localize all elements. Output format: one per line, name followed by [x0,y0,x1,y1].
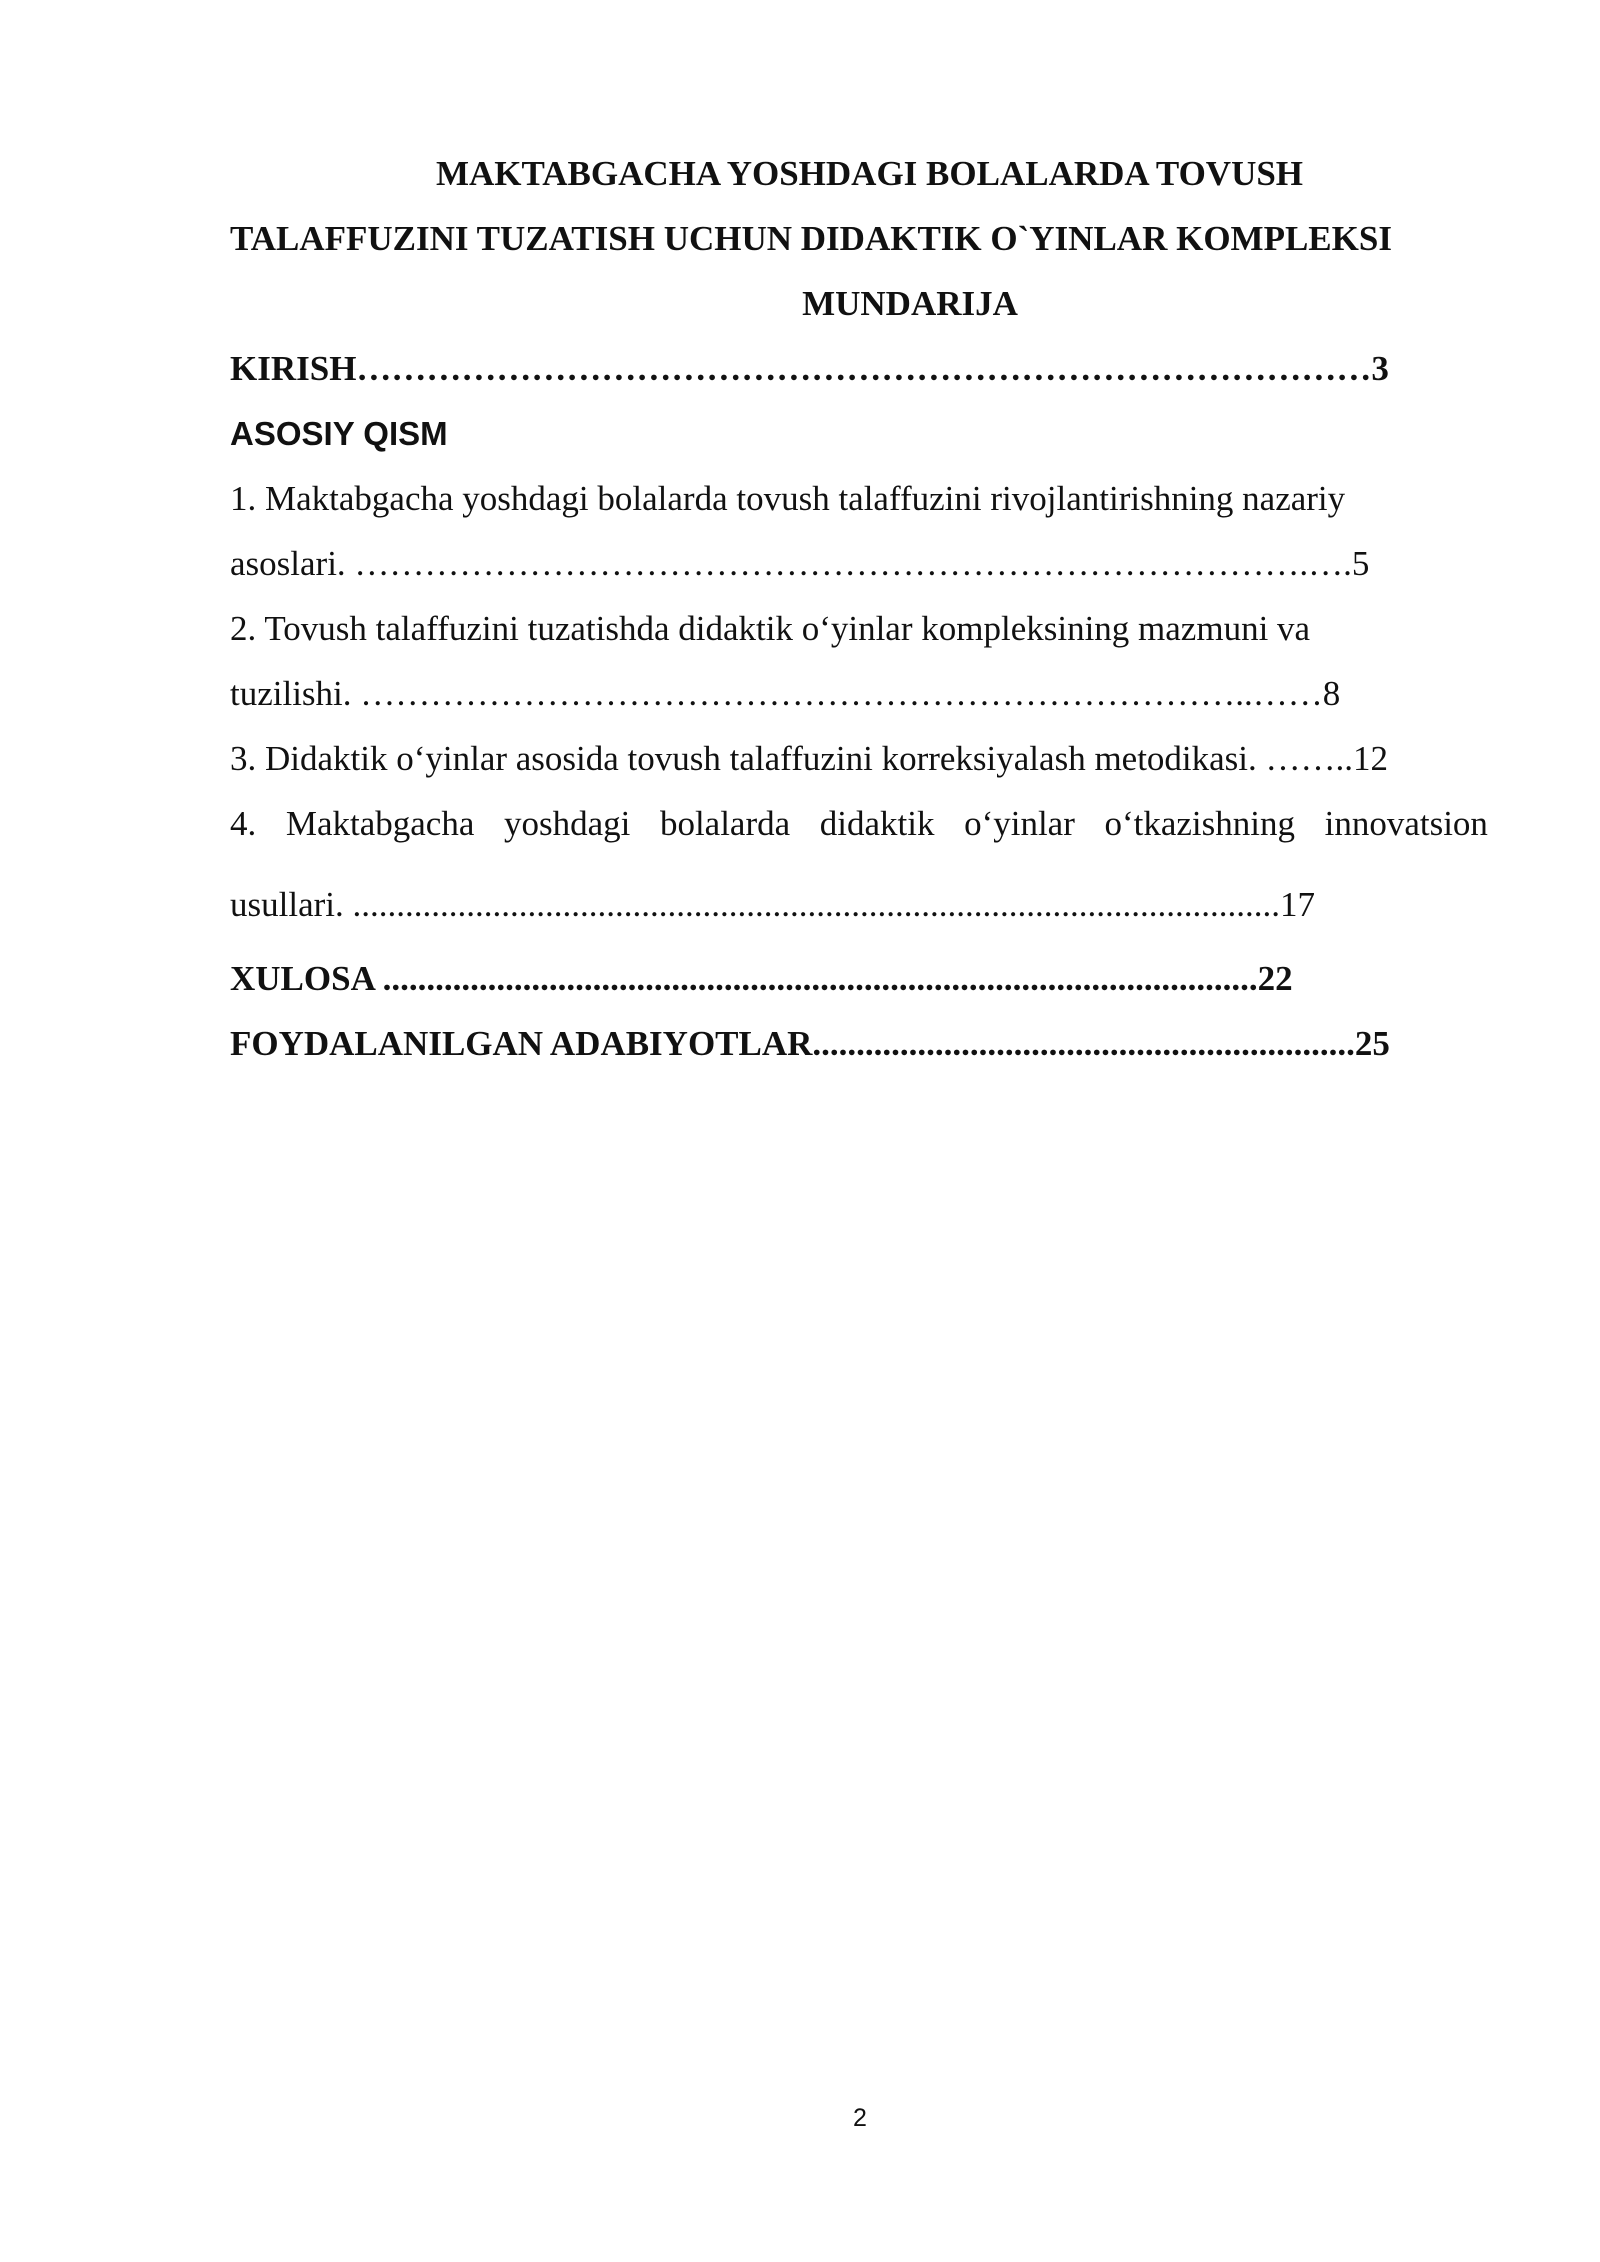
toc-entry-4-word: 4. [230,804,257,843]
table-of-contents-heading: MUNDARIJA [802,284,1018,323]
toc-entry-1-line-2: asoslari. ……………………………………………………………………….….5 [230,544,1370,583]
toc-entry-4-word: bolalarda [659,804,791,843]
toc-entry-2-line-1: 2. Tovush talaffuzini tuzatishda didaktik o‘yinlar kompleksining mazmuni va [230,609,1311,648]
toc-section-asosiy-qism: ASOSIY QISM [230,415,448,452]
toc-entry-xulosa: XULOSA ....................................................................................................22 [230,959,1293,998]
toc-entry-4-word: yoshdagi [503,804,631,843]
toc-entry-4-word: didaktik [819,804,935,843]
toc-entry-4-word: Maktabgacha [285,804,475,843]
document-title-line-1: MAKTABGACHA YOSHDAGI BOLALARDA TOVUSH [436,154,1304,193]
toc-entry-kirish: KIRISH……………………………………………………………………………3 [230,349,1389,388]
toc-entry-foydalanilgan-adabiyotlar: FOYDALANILGAN ADABIYOTLAR..............................................................25 [230,1024,1390,1063]
toc-entry-2-line-2: tuzilishi. …………………………………………………………………..……8 [230,674,1341,713]
page-number: 2 [853,2104,867,2132]
toc-entry-3: 3. Didaktik o‘yinlar asosida tovush talaffuzini korreksiyalash metodikasi. ……..12 [230,739,1389,778]
toc-entry-4-word: o‘yinlar [964,804,1075,843]
toc-entry-4-word: o‘tkazishning [1104,804,1295,843]
document-title-line-2: TALAFFUZINI TUZATISH UCHUN DIDAKTIK O`YINLAR KOMPLEKSI [230,219,1392,258]
toc-entry-4-line-1 [230,802,1488,846]
toc-entry-1-line-1: 1. Maktabgacha yoshdagi bolalarda tovush talaffuzini rivojlantirishning nazariy [230,479,1346,518]
toc-entry-4-word: innovatsion [1324,804,1488,843]
toc-entry-4-line-2: usullari. ..........................................................................................................17 [230,885,1315,924]
